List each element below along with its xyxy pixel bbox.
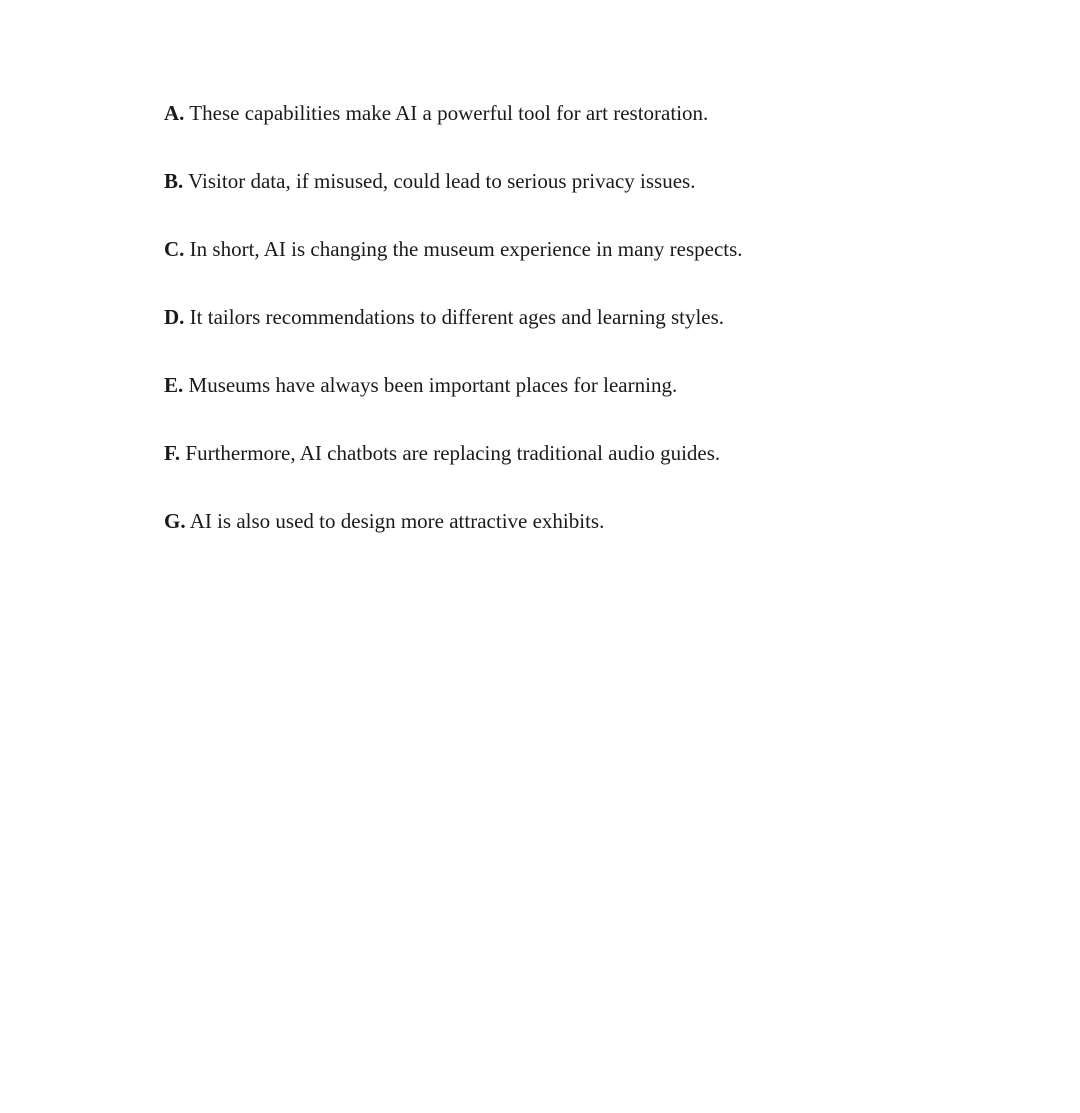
option-c [164, 235, 1044, 303]
option-text: AI is also used to design more attractive exhibits. [189, 509, 605, 533]
options-list [164, 99, 1044, 575]
option-text: Museums have always been important places for learning. [188, 373, 678, 397]
option-letter: D. [164, 305, 185, 329]
option-letter: C. [164, 237, 185, 261]
option-text: Furthermore, AI chatbots are replacing traditional audio guides. [185, 441, 721, 465]
option-e [164, 371, 1044, 439]
option-text: Visitor data, if misused, could lead to serious privacy issues. [188, 169, 696, 193]
option-d [164, 303, 1044, 371]
option-letter: E. [164, 373, 184, 397]
option-g [164, 507, 1044, 575]
option-letter: B. [164, 169, 184, 193]
option-b [164, 167, 1044, 235]
option-text: These capabilities make AI a powerful tool for art restoration. [189, 101, 709, 125]
option-text: In short, AI is changing the museum experience in many respects. [189, 237, 743, 261]
option-text: It tailors recommendations to different ages and learning styles. [189, 305, 725, 329]
option-f [164, 439, 1044, 507]
option-letter: A. [164, 101, 185, 125]
option-letter: F. [164, 441, 181, 465]
option-letter: G. [164, 509, 186, 533]
option-a [164, 99, 1044, 167]
